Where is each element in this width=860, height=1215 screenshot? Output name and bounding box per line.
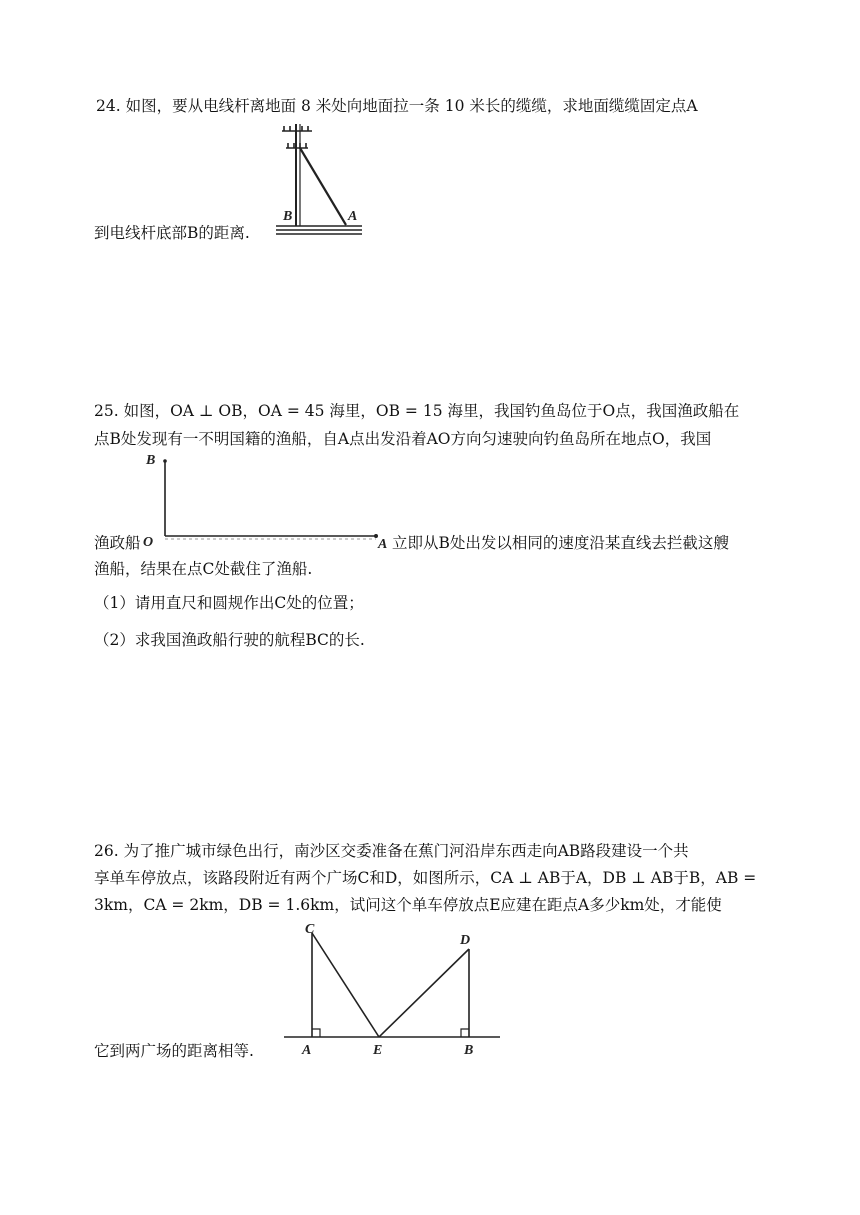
label-a: A xyxy=(378,537,388,552)
q26-figure xyxy=(282,920,504,1060)
label-e: E xyxy=(373,1043,383,1058)
q25-line-3-left: 渔政船 xyxy=(94,534,141,552)
label-a: A xyxy=(348,209,358,224)
q24-line-1: 24. 如图，要从电线杆离地面 8 米处向地面拉一条 10 米长的缆缆，求地面缆缆固定点A xyxy=(96,97,698,115)
q26-line-1: 26. 为了推广城市绿色出行，南沙区交委准备在蕉门河沿岸东西走向AB路段建设一个共 xyxy=(94,842,689,860)
cable-line xyxy=(300,148,346,225)
segment-ce xyxy=(312,933,379,1037)
q25-sub-2: （2）求我国渔政船行驶的航程BC的长. xyxy=(94,631,365,649)
q26-line-2: 享单车停放点，该路段附近有两个广场C和D，如图所示，CA ⊥ AB于A，DB ⊥ AB于B，AB = xyxy=(94,869,757,887)
segment-de xyxy=(379,949,469,1037)
q24-line-2: 到电线杆底部B的距离. xyxy=(94,224,250,242)
label-a: A xyxy=(302,1043,312,1058)
q26-line-3: 3km，CA = 2km，DB = 1.6km，试问这个单车停放点E应建在距点A多少km处，才能使 xyxy=(94,896,722,914)
label-d: D xyxy=(460,933,471,948)
label-o: O xyxy=(143,535,154,550)
q25-line-4: 渔船，结果在点C处截住了渔船. xyxy=(94,560,313,578)
label-b: B xyxy=(283,209,293,224)
right-angle-a xyxy=(312,1029,320,1037)
label-c: C xyxy=(305,922,315,937)
q25-figure xyxy=(140,448,400,552)
q25-line-3-right: 立即从B处出发以相同的速度沿某直线去拦截这艘 xyxy=(392,534,729,552)
label-b: B xyxy=(464,1043,474,1058)
q26-line-4: 它到两广场的距离相等. xyxy=(94,1042,254,1060)
right-angle-b xyxy=(461,1029,469,1037)
q24-figure xyxy=(272,122,364,240)
q25-line-1: 25. 如图，OA ⊥ OB，OA = 45 海里，OB = 15 海里，我国钓鱼岛位于O点，我国渔政船在 xyxy=(94,402,740,420)
q25-line-2: 点B处发现有一不明国籍的渔船，自A点出发沿着AO方向匀速驶向钓鱼岛所在地点O，我国 xyxy=(94,430,712,448)
label-b: B xyxy=(146,453,156,468)
q25-sub-1: （1）请用直尺和圆规作出C处的位置； xyxy=(94,594,364,612)
